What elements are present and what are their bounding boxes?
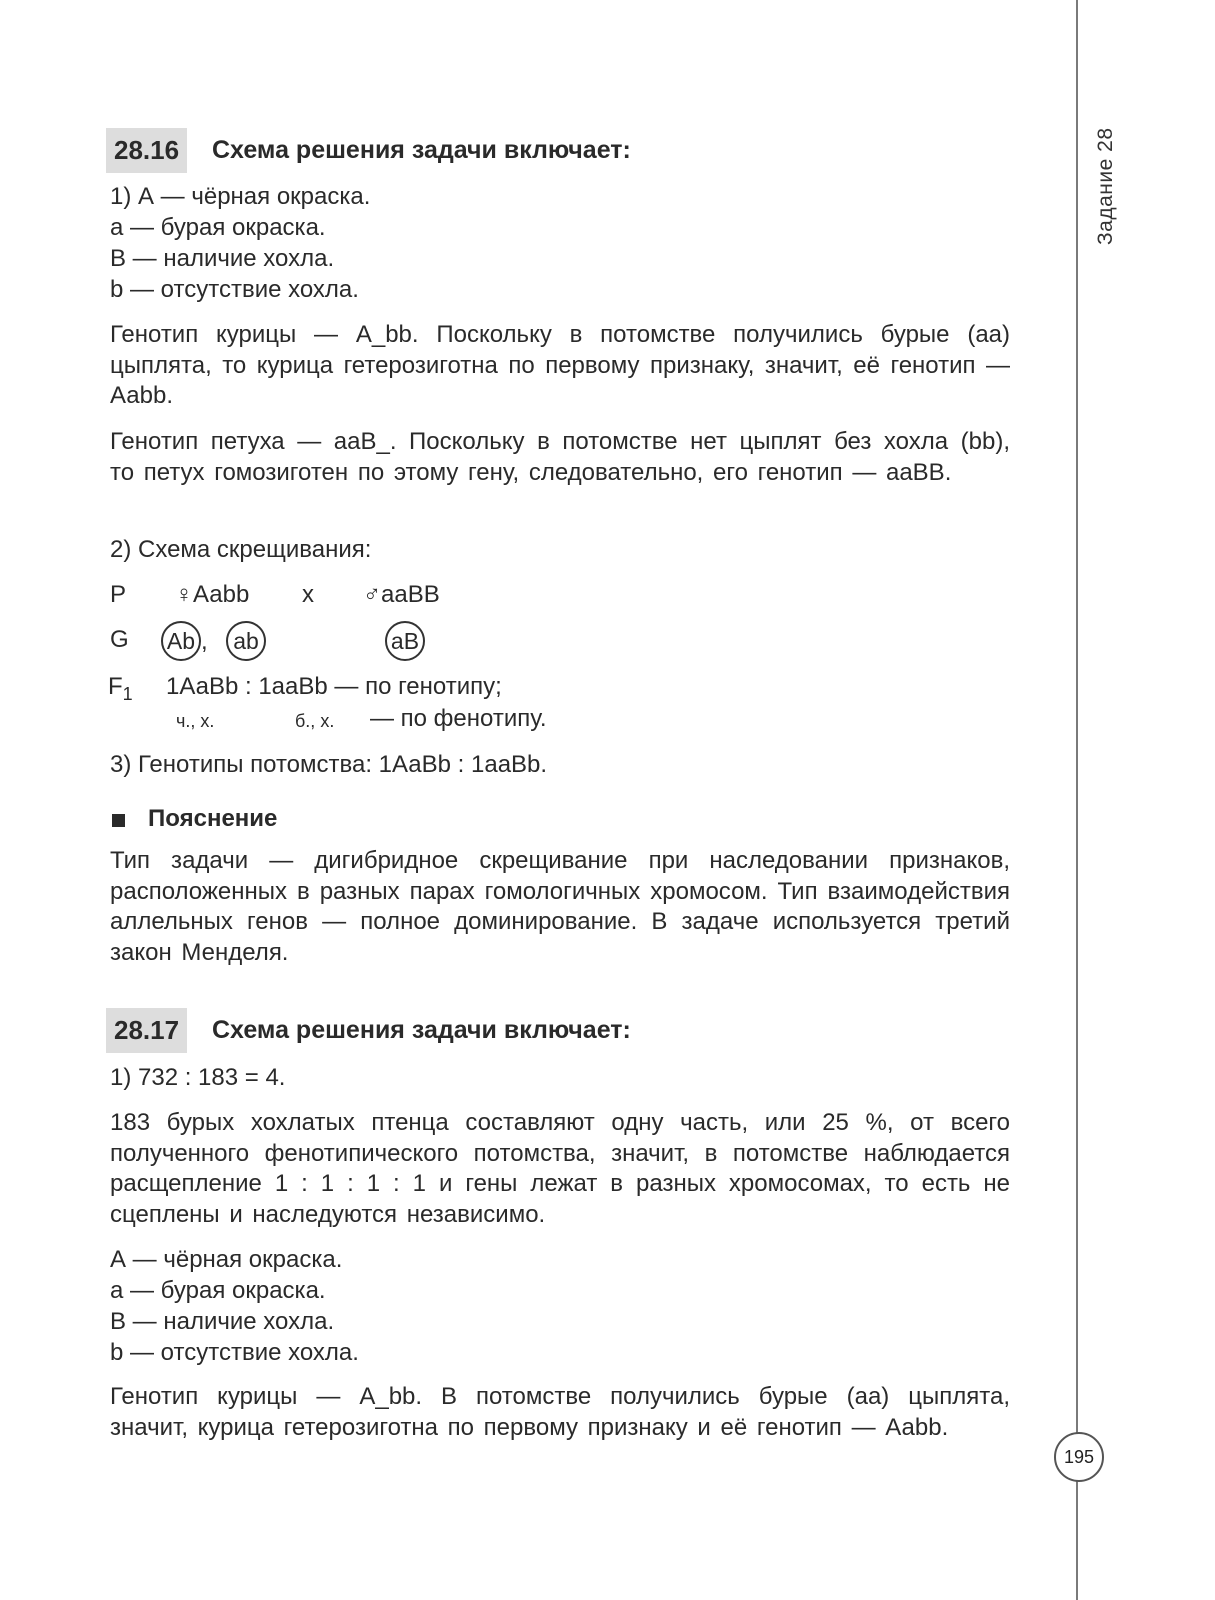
bullet-square — [112, 814, 125, 827]
f1-phenotype-2: б., х. — [295, 711, 335, 731]
parents-label: Р — [110, 581, 127, 608]
paragraph-hen-genotype: Генотип курицы — А_bb. Поскольку в потомстве получились бурые (аа) цыплята, то курица гетерозиготна по первому признаку, значит, её генотип — Ааbb. — [110, 321, 1010, 409]
paragraph-segregation: 183 бурых хохлатых птенца составляют одну часть, или 25 %, от всего полученного фенотипического потомства, значит, в потомстве наблюдается расщепление 1 : 1 : 1 : 1 и гены лежат в разных хромосомах, то есть не сцеплены и наследуются независимо. — [110, 1109, 1010, 1228]
page-number: 195 — [1054, 1432, 1104, 1482]
running-header: Задание 28 — [1094, 127, 1117, 245]
gamete-circle: Аb — [161, 621, 201, 661]
allele-line: а — бурая окраска. — [110, 214, 326, 241]
f1-letter: F — [108, 673, 123, 700]
paragraph-rooster-genotype: Генотип петуха — ааВ_. Поскольку в потомстве нет цыплят без хохла (bb), то петух гомозиготен по этому гену, следовательно, его генотип — ааВВ. — [110, 428, 1010, 486]
explanation-title: Пояснение — [148, 805, 278, 832]
allele-line: 1) А — чёрная окраска. — [110, 183, 371, 210]
allele-line: а — бурая окраска. — [110, 1277, 326, 1304]
gametes-label: G — [110, 626, 129, 653]
page-margin-rule — [1076, 0, 1078, 1600]
task-heading: Схема решения задачи включает: — [212, 136, 631, 164]
allele-line: А — чёрная окраска. — [110, 1246, 343, 1273]
f1-label — [108, 672, 133, 709]
gamete-separator: , — [201, 628, 208, 655]
f1-subscript: 1 — [122, 683, 133, 704]
paragraph-hen-genotype: Генотип курицы — А_bb. В потомстве получились бурые (аа) цыплята, значит, курица гетерозиготна по первому признаку и её генотип — Ааbb. — [110, 1383, 1010, 1441]
offspring-genotypes: 3) Генотипы потомства: 1АаВb : 1ааВb. — [110, 751, 548, 778]
cross-sign: х — [302, 581, 314, 608]
task-number-badge: 28.16 — [106, 128, 187, 173]
female-parent: ♀Ааbb — [175, 581, 250, 608]
male-parent: ♂ааВВ — [363, 581, 440, 608]
f1-phenotype-1: ч., х. — [176, 711, 215, 731]
task-heading: Схема решения задачи включает: — [212, 1016, 631, 1044]
f1-genotype: 1АаВb : 1ааВb — по генотипу; — [166, 673, 502, 700]
allele-line: В — наличие хохла. — [110, 245, 335, 272]
allele-line: b — отсутствие хохла. — [110, 1339, 359, 1366]
gamete-circle: аb — [226, 621, 266, 661]
explanation-paragraph: Тип задачи — дигибридное скрещивание при наследовании признаков, расположенных в разных парах гомологичных хромосом. Тип взаимодействия аллельных генов — полное доминирование. В задаче используется третий закон Менделя. — [110, 847, 1010, 966]
calculation-line: 1) 732 : 183 = 4. — [110, 1064, 286, 1091]
cross-scheme-title: 2) Схема скрещивания: — [110, 536, 372, 563]
f1-phenotype-tail: — по фенотипу. — [370, 705, 547, 732]
task-number-badge: 28.17 — [106, 1008, 187, 1053]
allele-line: b — отсутствие хохла. — [110, 276, 359, 303]
allele-line: В — наличие хохла. — [110, 1308, 335, 1335]
gamete-circle: аВ — [385, 621, 425, 661]
